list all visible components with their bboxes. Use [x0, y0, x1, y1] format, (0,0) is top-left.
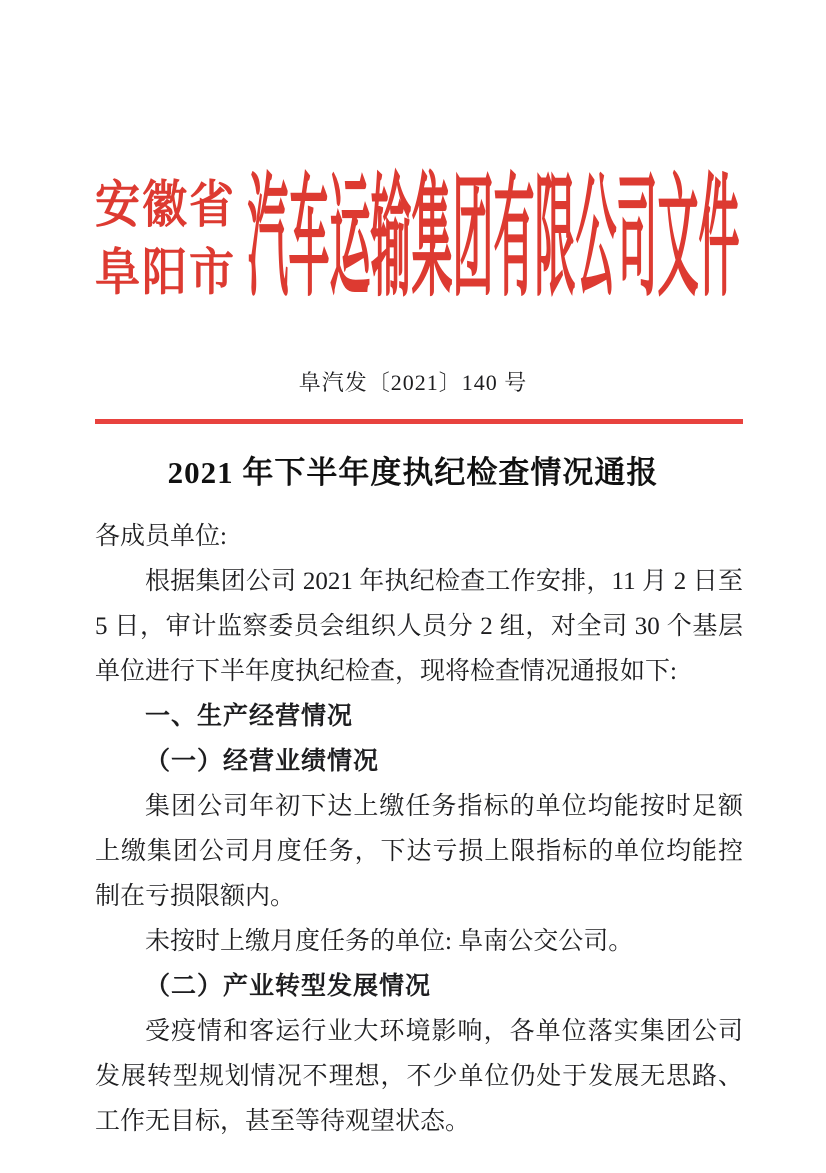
doc-number: 阜汽发〔2021〕140 号 [298, 370, 528, 395]
letterhead [95, 162, 743, 313]
salutation: 各成员单位: [95, 523, 227, 550]
paragraph-intro: 根据集团公司 2021 年执纪检查工作安排，11 月 2 日至 5 日，审计监察委员会组织人员分 2 组，对全司 30 个基层单位进行下半年度执纪检查，现将检查情况通报如下: [95, 568, 743, 685]
paragraph-performance: 集团公司年初下达上缴任务指标的单位均能按时足额上缴集团公司月度任务，下达亏损上限指标的单位均能控制在亏损限额内。 [95, 793, 743, 910]
paragraph-transformation: 受疫情和客运行业大环境影响，各单位落实集团公司发展转型规划情况不理想，不少单位仍处于发展无思路、工作无目标，甚至等待观望状态。 [95, 1018, 743, 1135]
red-divider-line [95, 419, 743, 424]
issuer-name [95, 172, 236, 306]
subsection-heading-2: （二）产业转型发展情况 [145, 973, 432, 1000]
issuer-line2: 阜阳市 [95, 244, 237, 301]
section-heading-1: 一、生产经营情况 [145, 702, 354, 730]
document-body [95, 514, 743, 1144]
paragraph-late-units: 未按时上缴月度任务的单位: 阜南公交公司。 [145, 928, 634, 955]
document-title: 2021 年下半年度执纪检查情况通报 [167, 455, 659, 490]
subsection-heading-1: （一）经营业绩情况 [145, 748, 380, 775]
org-title: 汽车运输集团有限公司文件 [247, 162, 740, 313]
issuer-line1: 安徽省 [95, 177, 237, 234]
